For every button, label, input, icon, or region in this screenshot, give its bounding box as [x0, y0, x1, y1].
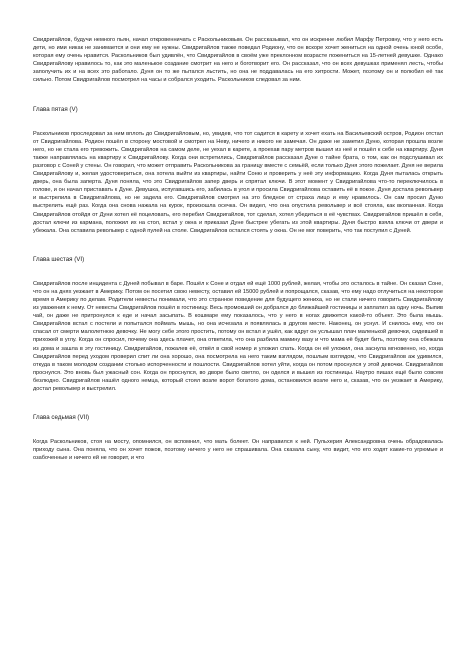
spacer: [33, 85, 443, 106]
chapter-heading-seven: Глава седьмая (VII): [33, 414, 90, 422]
document-page: [33, 36, 443, 462]
paragraph-chapter-five: Раскольников проследовал за ним вплоть до Свидригайловым, но, увидев, что тот садится в карету и хочет ехать на Васильевский остров, Родион отстал от Свидригайлова. Родион пошёл в сторону мостовой и смотрел на Неву, ничего и никого не замечая. Он даже не заметил Дуню, которая прошла возле него, но не стала его тревожить. Свидригайлов на самом деле, не уехал в карете, а проехав пару метров вышел из неё и пошёл к себе на квартиру. Дуня также направлялась на квартиру к Свидригайлову. Когда они встретились, Свидригайлов рассказал Дуне о тайне брата, о том, как он подслушивал их разговор с Соней у стены. Он говорил, что может отправить Раскольникова за границу вместе с семьёй, если только Дуня этого пожелает. Дуня не верила Свидригайлову и, желая удостовериться, она хотела выйти из квартиры, найти Соню и проверить у неё эту информацию. Когда Дуня пыталась открыть дверь, она была заперта. Дуня поняла, что это Свидригайлов запер дверь и спрятал ключи. В этот момент у Свидригайлова что-то переключилось в голове, и он начал приставать к Дуне. Девушка, испугавшись его, забилась в угол и просила Свидригайлова оставить её в покое. Дуня достала револьвер и выстрелила в Свидригайлова, но не задела его. Свидригайлов смотрел на это бледное от страха лицо и ему нравилось. Он сам просил Дуню выстрелить ещё раз. Когда она снова нажала на курок, произошла осечка. Он видел, что она опустила револьвер и всё стояла, как вкопанная. Когда Свидригайлов отойдя от Дуни хотел её поцеловать, его перебил Свидригайлов, тот сделал, хотел убедиться в её чувствах. Свидригайлов пришёл в себя, достал ключи из кармана, положил их на стол, встал у окна и приказал Дуне быстрее убегать из этой квартиры. Дуня быстро взяла ключи от двери и убежала. Она оставила револьвер с одной пулей на столе. Свидригайлов остался стоять у окна. Он не мог поверить, что так поступил с Дуней.: [33, 130, 443, 234]
spacer: [33, 114, 443, 130]
chapter-heading-six: Глава шестая (VI): [33, 255, 85, 263]
spacer: [33, 422, 443, 438]
spacer: [33, 264, 443, 280]
chapter-heading-five: Глава пятая (V): [33, 105, 78, 113]
paragraph-chapter-seven: Когда Раскольников, стоя на мосту, опомнился, он вспомнил, что мать болеет. Он направился к ней. Пульхерия Александровна очень обрадовалась приходу сына. Она поняла, что он хочет пожов, поэтому ничего у него не спрашивала. Она сказала сыну, что видит, что его ходят какие-то угрюмые и озабоченные и ничего ей не говорит, и что: [33, 439, 443, 462]
paragraph-chapter-six: Свидригайлов после инцидента с Дуней побывал в баре. Пошёл к Соне и отдал ей ещё 1000 рублей, желая, чтобы это осталось в тайне. Он сказал Соне, что он на днях уезжает в Америку. Потом он посетил свою невесту, оставил ей 15000 рублей и попрощался, сказав, что ему надо отлучиться на некоторое время в Америку по делам. Родители невесты понимали, что это странное поведение для будущего жениха, но не стали ничего говорить Свидригайлову из уважения к нему. От невесты Свидригайлов пошёл в гостиницу. Весь промокший он добрался до ближайшей гостиницы и заплатил за одну ночь. Выпив чай, он даже не притронулся к еде и начал засыпать. В кошмаре ему показалось, что у него в ногах движется какой-то объект. Это была мышь. Свидригайлов встал с постели и попытался поймать мышь, но она исчезала и появлялась в другом месте. Наконец, он уснул. И снилось ему, что он спасал от смерти малолетнюю девочку. Не могу себе этого простить, потому он встал и ушёл, как вдруг он услышал плач маленькой девочки, сидевшей в прихожей в углу. Когда он спросил, почему она здесь плачет, она ответила, что она разбила мамину вазу и что мама её будет бить, поэтому она сбежала из дома и зашла в эту гостиницу. Свидригайлов, пожалев её, отвёл в свой номер и уложил спать. Когда он её уложил, она заснула мгновенно, но, когда Свидригайлов перед уходом проверил спит ли она хорошо, она посмотрела на него таким взглядом, пошлым взглядом, что Свидригайлов аж удивился, откуда в таком молодом создании столько испорченности и пошлости. Свидригайлов хотел уйти, когда он потом проснулся у этой девочки. Свидригайлов проснулся. Это вновь был ужасный сон. Когда он проснулся, во дворе было светло, он оделся и вышел из гостиницы. Наутро пишах ещё было совсем безлюдно. Свидригайлов нашёл одного немца, который стоял возле ворот богатого дома, остановился возле него и, сказав, что он уезжает в Америку, достал револьвер и выстрелил.: [33, 280, 443, 392]
spacer: [33, 235, 443, 256]
paragraph-chapter-four-ending: Свидригайлов, будучи немного пьян, начал откровенничать с Раскольниковым. Он рассказывал, что он искренне любил Марфу Петровну, что у него есть дети, но ими никак не занимается и они ему не нужны. Свидригайлов также поведал Родиону, что он вскоре хочет жениться на одной очень юной особе, которая ему очень нравится. Раскольников был удивлён, что Свидригайлов в своём уже преклонном возрасте пожениться на 15-летней девушке. Однако Свидригайлову нравилось то, как это маленькое создание смотрит на него и боготворит его. Он рассказал, что он всех девушках применял лесть, чтобы заполучить их и на всех это работало. Дуня он то же пытался льстить, но она не поддавалась на его хитрости. Может, поэтому он и полюбил её так сильно. Потом Свидригайлов посмотрел на часы и собрался уходить. Раскольников следовал за ним.: [33, 37, 443, 84]
spacer: [33, 393, 443, 414]
